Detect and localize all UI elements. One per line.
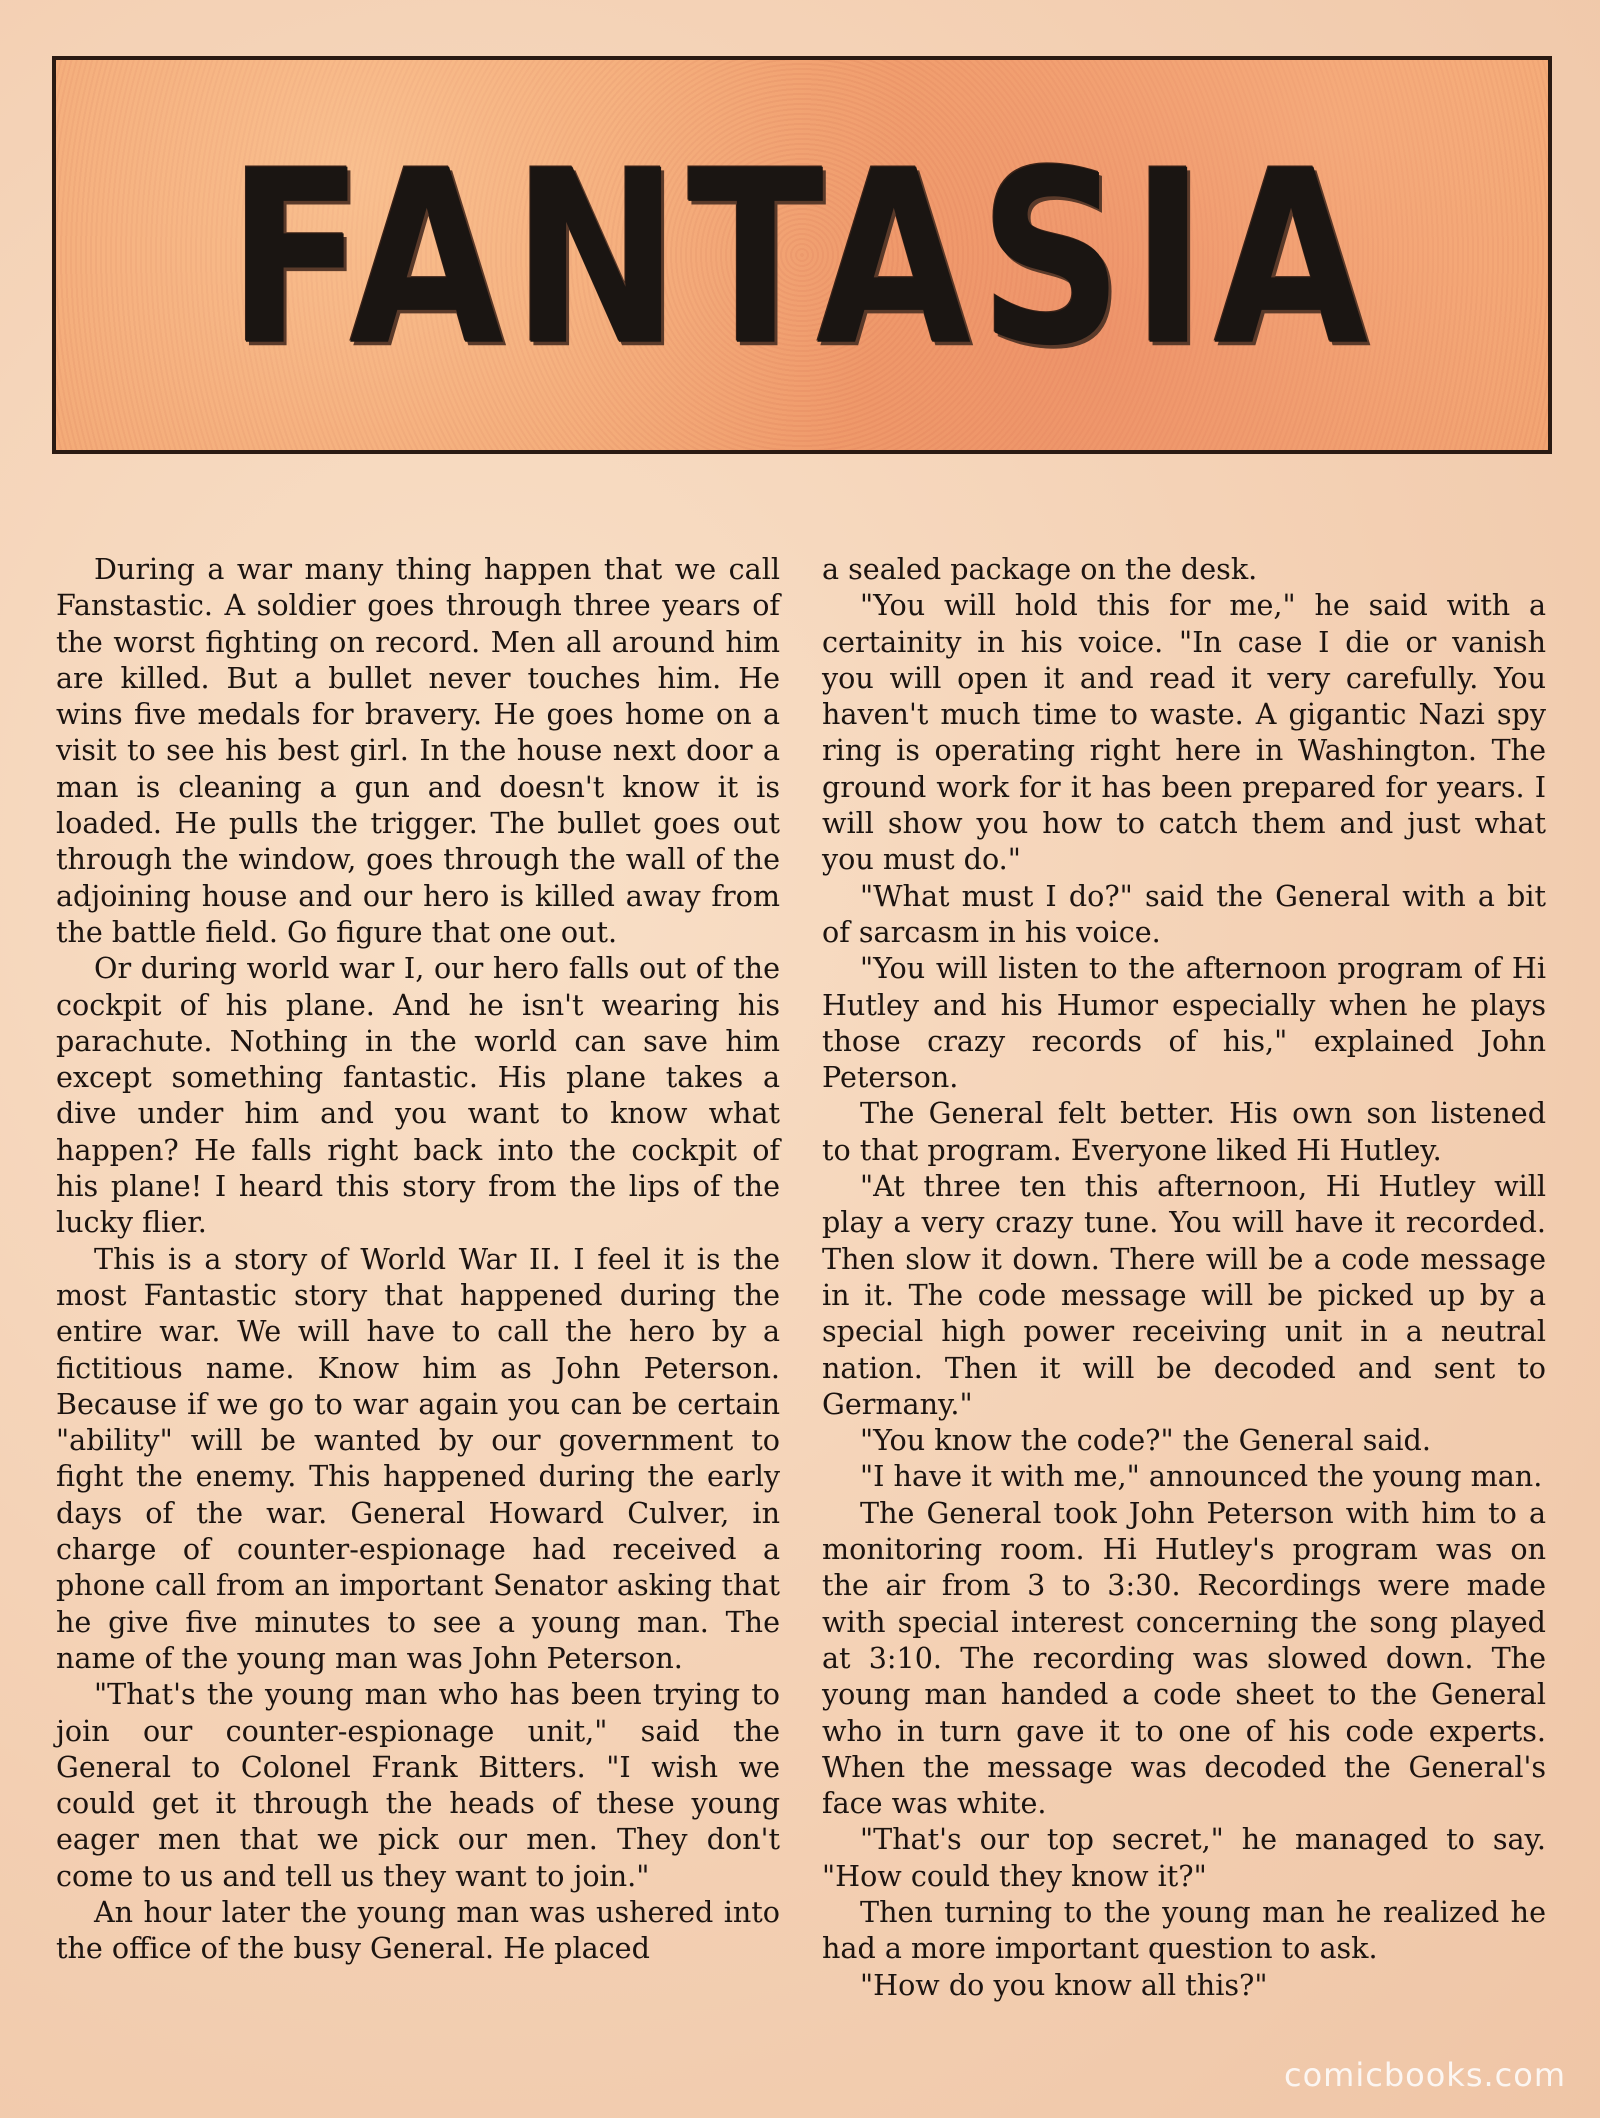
right-column — [822, 551, 1546, 2003]
paragraph: "You know the code?" the General said. — [860, 1423, 1431, 1458]
paragraph: Or during world war I, our hero falls out of the cockpit of his plane. And he isn't wearing his parachute. Nothing in the world can save him except something fantastic. His plane takes a dive under him and you want to know what happen? He falls right back into the cockpit of his plane! I heard this story from the lips of the lucky flier. — [56, 951, 780, 1240]
paragraph: "That's the young man who has been trying to join our counter-espionage unit," said the General to Colonel Frank Bitters. "I wish we could get it through the heads of these young eager men that we pick our men. They don't come to us and tell us they want to join." — [56, 1677, 780, 1893]
paragraph: The General took John Peterson with him to a monitoring room. Hi Hutley's program was on the air from 3 to 3:30. Recordings were made with special interest concerning the song played at 3:10. The recording was slowed down. The young man handed a code sheet to the General who in turn gave it to one of his code experts. When the message was decoded the General's face was white. — [822, 1495, 1546, 1821]
paragraph: During a war many thing happen that we call Fanstastic. A soldier goes through three years of the worst fighting on record. Men all around him are killed. But a bullet never touches him. He wins five medals for bravery. He goes home on a visit to see his best girl. In the house next door a man is cleaning a gun and doesn't know it is loaded. He pulls the trigger. The bullet goes out through the window, goes through the wall of the adjoining house and our hero is killed away from the battle field. Go figure that one out. — [56, 552, 780, 949]
paragraph: Then turning to the young man he realized he had a more important question to ask. — [822, 1894, 1546, 1966]
page-title: FANTASIA — [227, 119, 1377, 399]
paragraph: The General felt better. His own son listened to that program. Everyone liked Hi Hutley. — [822, 1096, 1546, 1167]
title-banner — [52, 56, 1552, 454]
paragraph: "How do you know all this?" — [860, 1967, 1268, 2002]
paragraph: "I have it with me," announced the young man. — [860, 1459, 1543, 1494]
watermark: comicbooks.com — [1283, 2056, 1566, 2094]
paragraph: "At three ten this afternoon, Hi Hutley will play a very crazy tune. You will have it recorded. Then slow it down. There will be a code message in it. The code message will be picked up by a special high power receiving unit in a neutral nation. Then it will be decoded and sent to Germany." — [822, 1169, 1546, 1421]
paragraph: "What must I do?" said the General with a bit of sarcasm in his voice. — [822, 878, 1546, 949]
paragraph: This is a story of World War II. I feel it is the most Fantastic story that happened during the entire war. We will have to call the hero by a fictitious name. Know him as John Peterson. Because if we go to war again you can be certain "ability" will be wanted by our government to fight the enemy. This happened during the early days of the war. General Howard Culver, in charge of counter-espionage had received a phone call from an important Senator asking that he give five minutes to see a young man. The name of the young man was John Peterson. — [56, 1241, 780, 1675]
paragraph: "You will listen to the afternoon program of Hi Hutley and his Humor especially when he plays those crazy records of his," explained John Peterson. — [822, 951, 1546, 1095]
paragraph: An hour later the young man was ushered into the office of the busy General. He placed — [56, 1894, 780, 1966]
paragraph-continuation: a sealed package on the desk. — [822, 552, 1258, 586]
left-column — [56, 551, 780, 1967]
paragraph: "You will hold this for me," he said with a certainity in his voice. "In case I die or vanish you will open it and read it very carefully. You haven't much time to waste. A gigantic Nazi spy ring is operating right here in Washington. The ground work for it has been prepared for years. I will show you how to catch them and just what you must do." — [822, 588, 1546, 877]
paragraph: "That's our top secret," he managed to say. "How could they know it?" — [822, 1822, 1546, 1893]
